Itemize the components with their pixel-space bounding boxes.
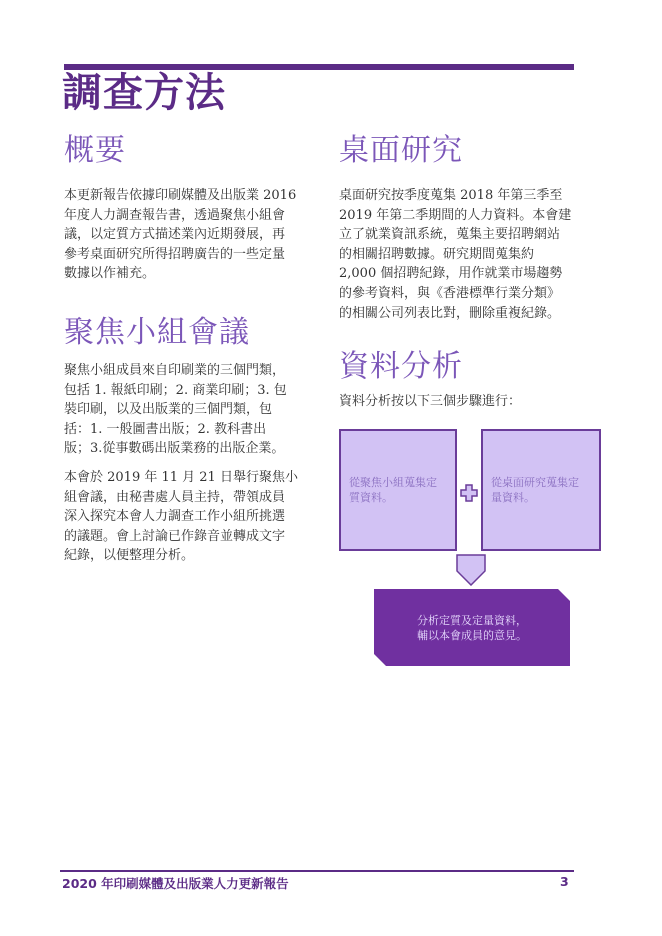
- step-analysis-text: [374, 613, 570, 643]
- text-line: 質資料。: [349, 491, 393, 504]
- analysis-intro: 資料分析按以下三個步驟進行：: [339, 394, 522, 409]
- footer-title: 2020 年印刷媒體及出版業人力更新報告: [62, 876, 289, 891]
- text-line: 括：1. 一般圖書出版；2. 教科書出: [64, 421, 267, 437]
- step-focus-group-text: [341, 475, 445, 505]
- step-desk-research-box: [481, 429, 601, 551]
- text-line: 版；3.從事數碼出版業務的出版企業。: [64, 441, 285, 457]
- overview-paragraph: [64, 186, 314, 284]
- page-number: 3: [560, 874, 569, 889]
- text-line: 桌面研究按季度蒐集 2018 年第三季至: [339, 188, 563, 203]
- footer-rule: [60, 870, 574, 872]
- text-line: 的相關公司列表比對，刪除重複紀錄。: [339, 305, 561, 321]
- analysis-heading: 資料分析: [339, 349, 463, 384]
- overview-heading: 概要: [64, 133, 126, 168]
- text-line: 聚焦小組成員來自印刷業的三個門類，: [64, 363, 286, 378]
- text-line: 的議題。會上討論已作錄音並轉成文字: [64, 528, 286, 544]
- step-desk-research-text: [483, 475, 587, 505]
- text-line: 2019 年第二季期間的人力資料。本會建: [339, 207, 572, 223]
- text-line: 量資料。: [491, 491, 535, 504]
- page-title: 調查方法: [62, 69, 226, 116]
- text-line: 從聚焦小組蒐集定: [349, 476, 437, 489]
- desk-research-paragraph: [339, 186, 589, 323]
- text-line: 2,000 個招聘紀錄，用作就業市場趨勢: [339, 266, 563, 282]
- focus-group-heading: 聚焦小組會議: [64, 315, 250, 350]
- text-line: 議，以定質方式描述業內近期發展，再: [64, 227, 286, 243]
- text-line: 的相關招聘數據。研究期間蒐集約: [339, 246, 535, 262]
- desk-research-heading: 桌面研究: [339, 133, 463, 168]
- focus-group-paragraph-2: [64, 468, 314, 566]
- down-arrow-icon: [456, 554, 486, 586]
- text-line: 包括 1. 報紙印刷；2. 商業印刷；3. 包: [64, 382, 287, 398]
- text-line: 裝印刷，以及出版業的三個門類，包: [64, 402, 273, 418]
- text-line: 分析定質及定量資料，: [417, 614, 527, 627]
- text-line: 年度人力調查報告書，透過聚焦小組會: [64, 207, 286, 223]
- step-focus-group-box: [339, 429, 457, 551]
- text-line: 數據以作補充。: [64, 266, 156, 282]
- plus-icon: [460, 484, 478, 502]
- text-line: 深入探究本會人力調查工作小組所挑選: [64, 509, 286, 525]
- text-line: 紀錄，以便整理分析。: [64, 548, 195, 564]
- text-line: 參考桌面研究所得招聘廣告的一些定量: [64, 246, 286, 262]
- text-line: 從桌面研究蒐集定: [491, 476, 579, 489]
- text-line: 本會於 2019 年 11 月 21 日舉行聚焦小: [64, 470, 298, 485]
- text-line: 的參考資料，與《香港標準行業分類》: [339, 285, 561, 301]
- text-line: 立了就業資訊系統，蒐集主要招聘網站: [339, 227, 561, 243]
- text-line: 輔以本會成員的意見。: [417, 629, 527, 642]
- text-line: 組會議，由秘書處人員主持，帶領成員: [64, 489, 286, 505]
- text-line: 本更新報告依據印刷媒體及出版業 2016: [64, 188, 297, 203]
- focus-group-paragraph-1: [64, 361, 314, 459]
